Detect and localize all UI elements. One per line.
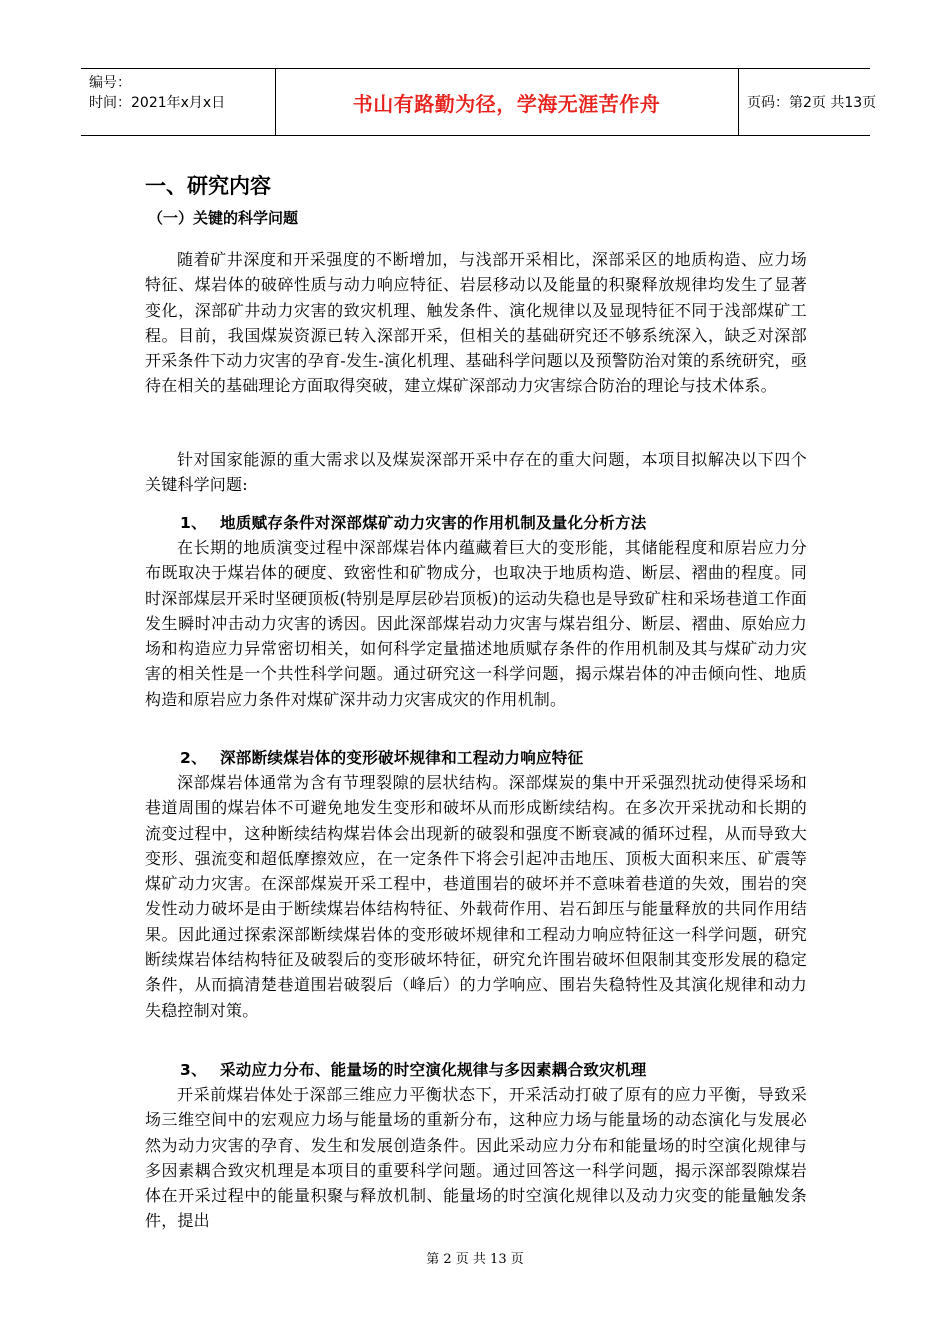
header-meta-cell xyxy=(81,69,276,135)
document-time-label: 时间：2021年x月x日 xyxy=(89,95,226,111)
key-question-3-number: 3、 xyxy=(180,1061,207,1079)
document-number-label: 编号： xyxy=(89,75,131,91)
key-question-1-heading xyxy=(180,511,647,533)
key-question-1-number: 1、 xyxy=(180,514,207,532)
section-title: 一、研究内容 xyxy=(145,174,271,198)
key-question-3-title: 采动应力分布、能量场的时空演化规律与多因素耦合致灾机理 xyxy=(220,1061,647,1079)
page-header xyxy=(81,68,877,136)
header-motto: 书山有路勤为径，学海无涯苦作舟 xyxy=(275,69,739,135)
intro-paragraph: 随着矿井深度和开采强度的不断增加，与浅部开采相比，深部采区的地质构造、应力场特征、煤岩体的破碎性质与动力响应特征、岩层移动以及能量的积聚释放规律均发生了显著变化，深部矿井动力灾害的致灾机理、触发条件、演化规律以及显现特征不同于浅部煤矿工程。目前，我国煤炭资源已转入深部开采，但相关的基础研究还不够系统深入，缺乏对深部开采条件下动力灾害的孕育-发生-演化机理、基础科学问题以及预警防治对策的系统研究，亟待在相关的基础理论方面取得突破，建立煤矿深部动力灾害综合防治的理论与技术体系。 xyxy=(145,250,807,396)
key-question-3-body: 开采前煤岩体处于深部三维应力平衡状态下，开采活动打破了原有的应力平衡，导致采场三维空间中的宏观应力场与能量场的重新分布，这种应力场与能量场的动态演化与发展必然为动力灾害的孕育、发生和发展创造条件。因此采动应力分布和能量场的时空演化规律与多因素耦合致灾机理是本项目的重要科学问题。通过回答这一科学问题，揭示深部裂隙煤岩体在开采过程中的能量积聚与释放机制、能量场的时空演化规律以及动力灾变的能量触发条件，提出 xyxy=(145,1085,807,1231)
key-question-3-heading xyxy=(180,1058,647,1080)
page-footer: 第 2 页 共 13 页 xyxy=(426,1252,524,1267)
key-question-2-heading xyxy=(180,746,583,768)
lead-paragraph: 针对国家能源的重大需求以及煤炭深部开采中存在的重大问题，本项目拟解决以下四个关键科学问题: xyxy=(145,450,807,495)
key-question-2-number: 2、 xyxy=(180,749,207,767)
key-question-1-body: 在长期的地质演变过程中深部煤岩体内蕴藏着巨大的变形能，其储能程度和原岩应力分布既取决于煤岩体的硬度、致密性和矿物成分，也取决于地质构造、断层、褶曲的程度。同时深部煤层开采时坚硬顶板(特别是厚层砂岩顶板)的运动失稳也是导致矿柱和采场巷道工作面发生瞬时冲击动力灾害的诱因。因此深部煤岩动力灾害与煤岩组分、断层、褶曲、原始应力场和构造应力异常密切相关，如何科学定量描述地质赋存条件的作用机制及其与煤矿动力灾害的相关性是一个共性科学问题。通过研究这一科学问题，揭示煤岩体的冲击倾向性、地质构造和原岩应力条件对煤矿深井动力灾害成灾的作用机制。 xyxy=(145,538,807,709)
header-page-info: 页码：第2页 共13页 xyxy=(747,95,877,111)
key-question-2-title: 深部断续煤岩体的变形破坏规律和工程动力响应特征 xyxy=(220,749,584,767)
section-subtitle: （一）关键的科学问题 xyxy=(148,209,299,227)
key-question-2-body: 深部煤岩体通常为含有节理裂隙的层状结构。深部煤炭的集中开采强烈扰动使得采场和巷道周围的煤岩体不可避免地发生变形和破坏从而形成断续结构。在多次开采扰动和长期的流变过程中，这种断续结构煤岩体会出现新的破裂和强度不断衰减的循环过程，从而导致大变形、强流变和超低摩擦效应，在一定条件下将会引起冲击地压、顶板大面积来压、矿震等煤矿动力灾害。在深部煤炭开采工程中，巷道围岩的破坏并不意味着巷道的失效，围岩的突发性动力破坏是由于断续煤岩体结构特征、外载荷作用、岩石卸压与能量释放的共同作用结果。因此通过探索深部断续煤岩体的变形破坏规律和工程动力响应特征这一科学问题，研究断续煤岩体结构特征及破裂后的变形破坏特征，研究允许围岩破坏但限制其变形发展的稳定条件，从而搞清楚巷道围岩破裂后（峰后）的力学响应、围岩失稳特性及其演化规律和动力失稳控制对策。 xyxy=(145,773,807,1020)
key-question-1-title: 地质赋存条件对深部煤矿动力灾害的作用机制及量化分析方法 xyxy=(220,514,647,532)
